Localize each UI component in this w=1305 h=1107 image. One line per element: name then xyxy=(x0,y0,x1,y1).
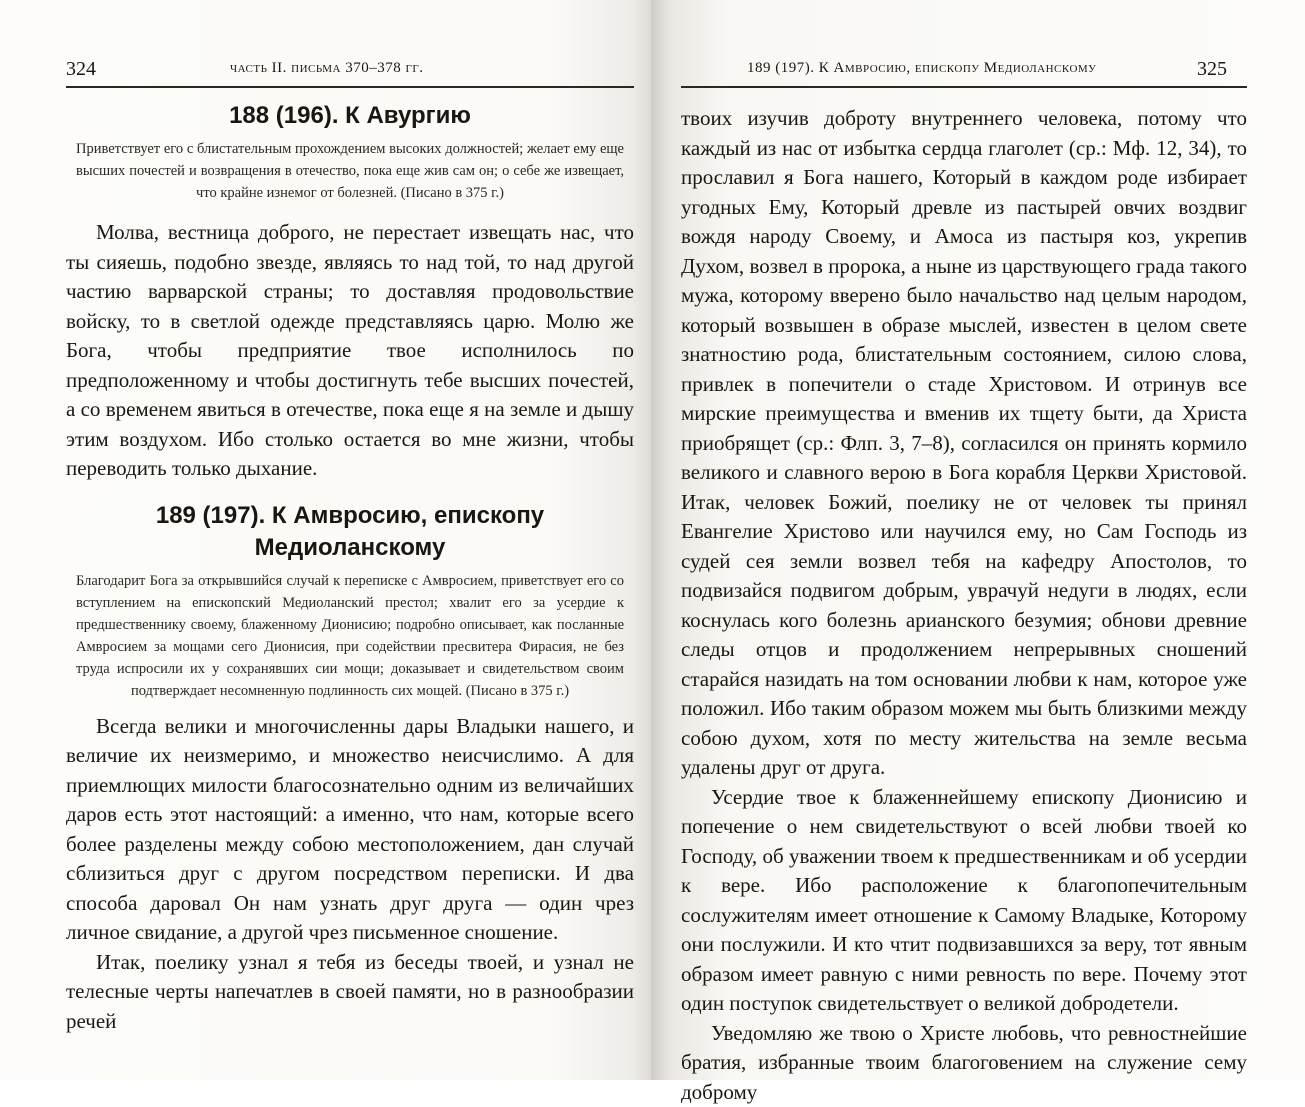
header-rule xyxy=(66,86,634,88)
page-number: 325 xyxy=(1197,58,1227,81)
left-page-header xyxy=(0,56,651,86)
right-page-header xyxy=(651,56,1305,86)
letter-189-paragraph-2: Итак, поелику узнал я тебя из беседы твоей, и узнал не телесные черты напечатлев в своей памяти, но в разнообразии речей xyxy=(66,948,634,1037)
letter-189-paragraph-1: Всегда велики и многочисленны дары Владыки нашего, и величие их неизмеримо, и множество неисчислимо. А для приемлющих милости благосознательно одним из величайших даров есть этот настоящий: а именно, что нам, которые всего более разделены между собою местоположением, дан случай сблизиться друг с другом посредством переписки. И два способа даровал Он нам узнать друг друга — один чрез личное свидание, а другой чрез письменное сношение. xyxy=(66,712,634,948)
letter-188-paragraph: Молва, вестница доброго, не перестает извещать нас, что ты сияешь, подобно звезде, являясь то над той, то над другой частию варварской страны; то доставляя продовольствие войску, то в светлой одежде представляясь царю. Молю же Бога, чтобы предприятие твое исполнилось по предположенному и чтобы достигнуть тебе высших почестей, а со временем явиться в отечестве, пока еще я на земле и дышу этим воздухом. Ибо столько остается во мне жизни, чтобы переводить только дыхание. xyxy=(66,218,634,484)
letter-189-summary: Благодарит Бога за открывшийся случай к переписке с Амвросием, приветствует его со вступлением на епископский Медиоланский престол; хвалит его за усердие к предшественнику своему, блаженному Дионисию; подробно описывает, как посланные Амвросием за мощами сего Дионисия, при содействии пресвитера Фирасия, не без труда испросили их у сохранявших сии мощи; доказывает и свидетельством своим подтверждает несомненную подлинность сих мощей. (Писано в 375 г.) xyxy=(66,570,634,702)
running-head: часть II. письма 370–378 гг. xyxy=(230,60,423,77)
header-rule xyxy=(681,86,1247,88)
paragraph: Усердие твое к блаженнейшему епископу Дионисию и попечение о нем свидетельствуют о всей любви твоей ко Господу, об уважении твоем к предшественникам и об усердии к вере. Ибо расположение к благопопечительным сослужителям имеет отношение к Самому Владыке, Которому они послужили. И кто чтит подвизавшихся за веру, тот явным образом имеет равную с ними ревность по вере. Почему этот один поступок свидетельствует о великой добродетели. xyxy=(681,783,1247,1019)
letter-188-summary: Приветствует его с блистательным прохождением высоких должностей; желает ему еще высших почестей и возвращения в отечество, пока еще жив сам он; о себе же извещает, что крайне изнемог от болезней. (Писано в 375 г.) xyxy=(66,138,634,204)
continued-paragraph: твоих изучив доброту внутреннего человека, потому что каждый из нас от избытка сердца глаголет (ср.: Мф. 12, 34), то прославил я Бога нашего, Который в каждом роде избирает угодных Ему, Который древле из пастырей овчих воздвиг вождя народу Своему, и Амоса из пастыря коз, укрепив Духом, возвел в пророка, а ныне из царствующего града такого мужа, которому вверено было начальство над целым народом, который возвышен в образе мыслей, известен в целом свете знатностию рода, блистательным состоянием, силою слова, привлек в попечители о стаде Христовом. И отринув все мирские преимущества и вменив их тщету быти, да Христа приобрящет (ср.: Флп. 3, 7–8), согласился он принять кормило великого и славного верою в Бога корабля Церкви Христовой. Итак, человек Божий, поелику не от человек ты принял Евангелие Христово или научился ему, но Сам Господь из судей сея земли возвел тебя на кафедру Апостолов, то подвизайся подвигом добрым, уврачуй недуги в людях, если коснулась кого болезнь арианского безумия; обнови древние следы отцов и продолжением непрерывных сношений старайся назидать на том основании любви к нам, которое уже положил. Ибо таким образом можем мы быть близкими между собою духом, хотя по месту жительства на земле весьма удалены друг от друга. xyxy=(681,104,1247,783)
page-number: 324 xyxy=(66,58,96,81)
letter-188-title: 188 (196). К Авургию xyxy=(66,100,634,132)
right-page-body xyxy=(681,104,1247,1107)
left-page-body xyxy=(66,100,634,1036)
paragraph: Уведомляю же твою о Христе любовь, что ревностнейшие братия, избранные твоим благоговением на служение сему доброму xyxy=(681,1019,1247,1107)
left-page xyxy=(0,0,651,1080)
running-head: 189 (197). К Амвросию, епископу Медиоланскому xyxy=(747,60,1096,77)
right-page xyxy=(651,0,1305,1080)
letter-189-title: 189 (197). К Амвросию, епископу Медиоланскому xyxy=(66,500,634,564)
